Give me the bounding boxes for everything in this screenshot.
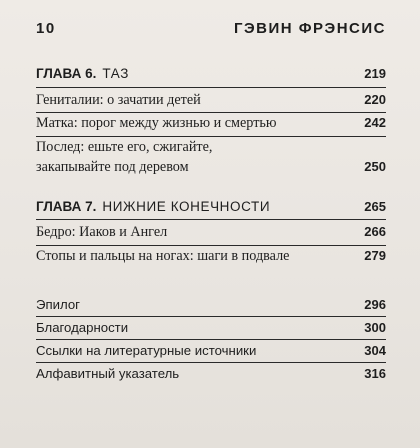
chapter-7-heading — [36, 197, 386, 221]
toc-entry-page: 242 — [364, 115, 386, 130]
chapter-7-page: 265 — [364, 198, 386, 214]
back-matter-entry — [36, 340, 386, 363]
toc-entry — [36, 90, 386, 114]
toc-entry-page: 220 — [364, 91, 386, 107]
toc-entry-title-line-1: Послед: ешьте его, сжигайте, — [36, 138, 213, 155]
back-matter-entry — [36, 363, 386, 385]
chapter-6-number: ГЛАВА 6. — [36, 66, 97, 81]
toc-entry-page: 266 — [364, 224, 386, 239]
chapter-7-group — [36, 197, 386, 269]
back-matter-page: 300 — [364, 320, 386, 335]
toc-entry-title: Матка: порог между жизнью и смертью — [36, 115, 277, 131]
toc-entry — [36, 137, 386, 179]
back-matter-entry — [36, 294, 386, 317]
toc-entry-title: Бедро: Иаков и Ангел — [36, 224, 168, 240]
chapter-7-title: НИЖНИЕ КОНЕЧНОСТИ — [102, 198, 271, 214]
running-head — [36, 20, 386, 37]
chapter-7-number: ГЛАВА 7. — [36, 198, 97, 214]
back-matter-title: Алфавитный указатель — [36, 366, 180, 381]
toc-entry — [36, 113, 386, 137]
toc-entry-title-line-2: закапывайте под деревом — [36, 158, 189, 175]
back-matter-entry — [36, 317, 386, 340]
back-matter-page: 316 — [364, 366, 386, 381]
chapter-6-heading — [36, 64, 386, 88]
page-number: 10 — [36, 20, 56, 37]
chapter-6-group — [36, 64, 386, 179]
toc-entry-title: Гениталии: о зачатии детей — [36, 91, 201, 108]
toc-entry-page: 279 — [364, 247, 386, 263]
back-matter-page: 304 — [364, 343, 386, 358]
back-matter-page: 296 — [364, 297, 386, 312]
back-matter-title: Благодарности — [36, 320, 129, 335]
toc-entry-title: Стопы и пальцы на ногах: шаги в подвале — [36, 247, 290, 264]
chapter-6-page: 219 — [364, 66, 386, 81]
back-matter-title: Эпилог — [36, 297, 80, 312]
toc-entry-page: 250 — [364, 158, 386, 174]
table-of-contents — [36, 64, 386, 403]
toc-entry — [36, 222, 386, 246]
author-name: ГЭВИН ФРЭНСИС — [233, 20, 386, 37]
toc-entry — [36, 246, 386, 269]
back-matter-group — [36, 294, 386, 385]
back-matter-title: Ссылки на литературные источники — [36, 343, 257, 358]
chapter-6-title: ТАЗ — [102, 66, 129, 81]
